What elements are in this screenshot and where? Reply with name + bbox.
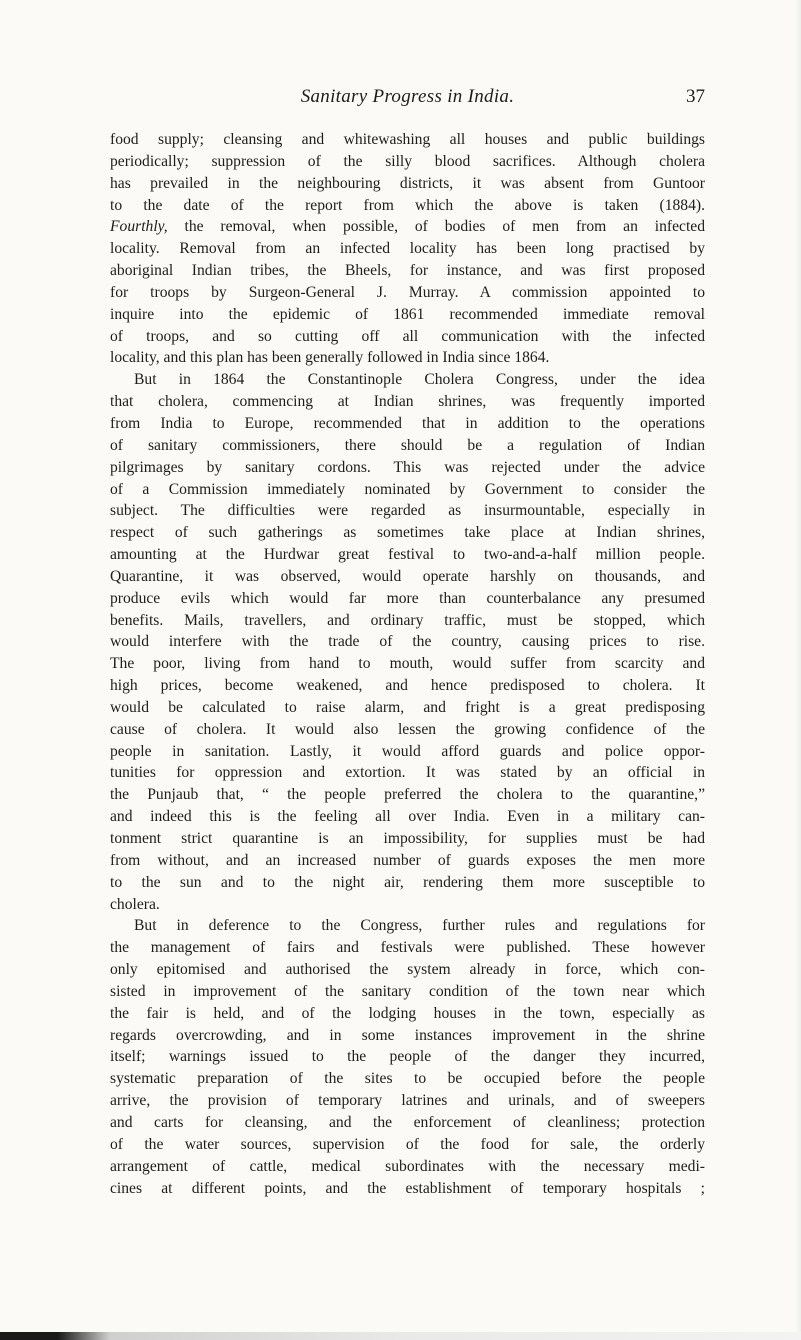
text-line: for troops by Surgeon-General J. Murray. A commission appointed to [110,283,705,301]
page-number: 37 [686,86,705,107]
text-line: But in 1864 the Constantinople Cholera Congress, under the idea [134,371,705,389]
text-line: cause of cholera. It would also lessen the growing confidence of the [110,720,705,738]
text-line: the Punjaub that, “ the people preferred the cholera to the quarantine,” [110,786,705,804]
text-line: produce evils which would far more than counterbalance any presumed [110,589,705,607]
text-line: would be calculated to raise alarm, and fright is a great predisposing [110,698,705,716]
text-line: people in sanitation. Lastly, it would afford guards and police oppor- [110,742,705,760]
body-text [110,129,705,1199]
text-line: and carts for cleansing, and the enforcement of cleanliness; protection [110,1113,705,1131]
text-line: of troops, and so cutting off all communication with the infected [110,327,705,345]
text-line: Fourthly, the removal, when possible, of bodies of men from an infected [110,218,705,236]
text-line: pilgrimages by sanitary cordons. This was rejected under the advice [110,458,705,476]
text-line: to the sun and to the night air, rendering them more susceptible to [110,873,705,891]
text-line: and indeed this is the feeling all over India. Even in a military can- [110,808,705,826]
text-line: from India to Europe, recommended that in addition to the operations [110,414,705,432]
text-line: The poor, living from hand to mouth, would suffer from scarcity and [110,655,705,673]
text-line: from without, and an increased number of guards exposes the men more [110,851,705,869]
text-line: periodically; suppression of the silly blood sacrifices. Although cholera [110,152,705,170]
text-line: inquire into the epidemic of 1861 recommended immediate removal [110,305,705,323]
text-line: tonment strict quarantine is an impossibility, for supplies must be had [110,830,705,847]
text-line: the fair is held, and of the lodging houses in the town, especially as [110,1004,705,1022]
text-line: systematic preparation of the sites to be occupied before the people [110,1070,705,1088]
text-line: would interfere with the trade of the country, causing prices to rise. [110,633,705,651]
text-line: to the date of the report from which the above is taken (1884). [110,196,705,214]
text-line: tunities for oppression and extortion. It was stated by an official in [110,764,705,782]
text-line: aboriginal Indian tribes, the Bheels, for instance, and was first proposed [110,262,705,280]
text-line: itself; warnings issued to the people of the danger they incurred, [110,1048,705,1066]
scan-bottom-shadow [0,1332,801,1340]
text-line: subject. The difficulties were regarded as insurmountable, especially in [110,502,705,520]
text-line: has prevailed in the neighbouring districts, it was absent from Guntoor [110,174,705,192]
running-title: Sanitary Progress in India. [300,86,515,107]
text-line: Quarantine, it was observed, would operate harshly on thousands, and [110,567,705,585]
text-line: the management of fairs and festivals were published. These however [110,939,705,957]
text-line: that cholera, commencing at Indian shrines, was frequently imported [110,393,705,411]
text-line: cines at different points, and the establishment of temporary hospitals ; [110,1179,705,1197]
text-line: food supply; cleansing and whitewashing all houses and public buildings [110,131,705,148]
text-line: respect of such gatherings as sometimes take place at Indian shrines, [110,524,705,542]
text-line: of the water sources, supervision of the food for sale, the orderly [110,1135,705,1153]
text-line: only epitomised and authorised the system already in force, which con- [110,961,705,979]
running-head [110,86,705,110]
text-line: amounting at the Hurdwar great festival to two-and-a-half million people. [110,546,705,564]
text-line: of a Commission immediately nominated by Government to consider the [110,480,705,498]
text-line: benefits. Mails, travellers, and ordinary traffic, must be stopped, which [110,611,705,629]
text-line: arrive, the provision of temporary latrines and urinals, and of sweepers [110,1092,705,1110]
page-edge-shadow [795,0,801,1340]
text-line: cholera. [110,895,160,913]
text-line: locality, and this plan has been generally followed in India since 1864. [110,349,550,367]
text-line: sisted in improvement of the sanitary condition of the town near which [110,982,705,1000]
text-line: arrangement of cattle, medical subordinates with the necessary medi- [110,1157,705,1175]
text-line: high prices, become weakened, and hence predisposed to cholera. It [110,677,705,695]
text-line: regards overcrowding, and in some instances improvement in the shrine [110,1026,705,1044]
text-line: of sanitary commissioners, there should be a regulation of Indian [110,436,705,454]
text-line: But in deference to the Congress, further rules and regulations for [134,917,705,935]
text-line: locality. Removal from an infected locality has been long practised by [110,240,705,258]
